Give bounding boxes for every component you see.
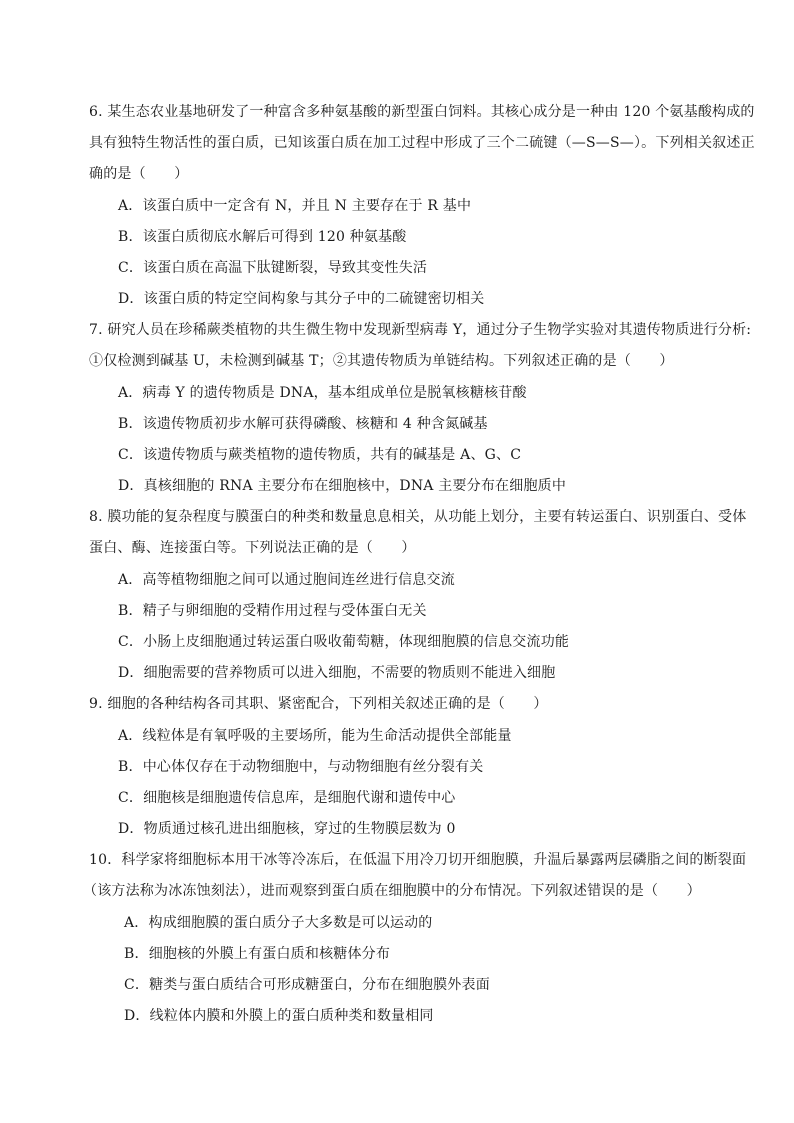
question-6-stem-line-1: 6. 某生态农业基地研发了一种富含多种氨基酸的新型蛋白饲料。其核心成分是一种由 120 个氨基酸构成的 <box>89 104 755 120</box>
question-7-stem-line-2: ①仅检测到碱基 U，未检测到碱基 T；②其遗传物质为单链结构。下列叙述正确的是（ ） <box>89 353 674 369</box>
question-7-stem-line-1: 7. 研究人员在珍稀蕨类植物的共生微生物中发现新型病毒 Y，通过分子生物学实验对其遗传物质进行分析: <box>89 322 752 338</box>
question-6-stem-line-2: 具有独特生物活性的蛋白质，已知该蛋白质在加工过程中形成了三个二硫键（—S—S—）。下列相关叙述正 <box>89 135 755 151</box>
question-8-option-a[interactable]: A．高等植物细胞之间可以通过胞间连丝进行信息交流 <box>118 572 455 588</box>
question-8-option-d[interactable]: D．细胞需要的营养物质可以进入细胞，不需要的物质则不能进入细胞 <box>118 665 556 681</box>
question-10-option-d[interactable]: D．线粒体内膜和外膜上的蛋白质种类和数量相同 <box>124 1008 434 1024</box>
question-7-option-a[interactable]: A．病毒 Y 的遗传物质是 DNA，基本组成单位是脱氧核糖核苷酸 <box>118 385 527 401</box>
question-9-stem-line-1: 9. 细胞的各种结构各司其职、紧密配合，下列相关叙述正确的是（ ） <box>89 696 548 712</box>
question-6-stem-line-3: 确的是（ ） <box>89 166 189 182</box>
question-8-option-b[interactable]: B．精子与卵细胞的受精作用过程与受体蛋白无关 <box>118 603 427 619</box>
question-10-stem-line-2: （该方法称为冰冻蚀刻法），进而观察到蛋白质在细胞膜中的分布情况。下列叙述错误的是（ ） <box>83 883 701 899</box>
question-10-option-c[interactable]: C．糖类与蛋白质结合可形成糖蛋白，分布在细胞膜外表面 <box>124 977 490 993</box>
question-9-option-b[interactable]: B．中心体仅存在于动物细胞中，与动物细胞有丝分裂有关 <box>118 759 484 775</box>
question-10-option-a[interactable]: A．构成细胞膜的蛋白质分子大多数是可以运动的 <box>124 915 433 931</box>
question-10-option-b[interactable]: B．细胞核的外膜上有蛋白质和核糖体分布 <box>124 946 391 962</box>
question-7-option-b[interactable]: B．该遗传物质初步水解可获得磷酸、核糖和 4 种含氮碱基 <box>118 416 488 432</box>
question-8-stem-line-2: 蛋白、酶、连接蛋白等。下列说法正确的是（ ） <box>89 540 416 556</box>
question-7-option-d[interactable]: D．真核细胞的 RNA 主要分布在细胞核中，DNA 主要分布在细胞质中 <box>118 478 567 494</box>
question-10-stem-line-1: 10．科学家将细胞标本用干冰等冷冻后，在低温下用冷刀切开细胞膜，升温后暴露两层磷脂之间的断裂面 <box>89 852 747 868</box>
question-9-option-a[interactable]: A．线粒体是有氧呼吸的主要场所，能为生命活动提供全部能量 <box>118 728 512 744</box>
question-6-option-a[interactable]: A．该蛋白质中一定含有 N，并且 N 主要存在于 R 基中 <box>118 198 472 214</box>
question-6-option-d[interactable]: D．该蛋白质的特定空间构象与其分子中的二硫键密切相关 <box>118 291 485 307</box>
question-7-option-c[interactable]: C．该遗传物质与蕨类植物的遗传物质，共有的碱基是 A、G、C <box>118 447 522 463</box>
question-8-option-c[interactable]: C．小肠上皮细胞通过转运蛋白吸收葡萄糖，体现细胞膜的信息交流功能 <box>118 634 570 650</box>
question-6-option-c[interactable]: C．该蛋白质在高温下肽键断裂，导致其变性失活 <box>118 260 428 276</box>
question-9-option-d[interactable]: D．物质通过核孔进出细胞核，穿过的生物膜层数为 0 <box>118 821 456 837</box>
question-8-stem-line-1: 8. 膜功能的复杂程度与膜蛋白的种类和数量息息相关，从功能上划分，主要有转运蛋白、识别蛋白、受体 <box>89 509 747 525</box>
question-6-option-b[interactable]: B．该蛋白质彻底水解后可得到 120 种氨基酸 <box>118 229 407 245</box>
question-9-option-c[interactable]: C．细胞核是细胞遗传信息库，是细胞代谢和遗传中心 <box>118 790 456 806</box>
